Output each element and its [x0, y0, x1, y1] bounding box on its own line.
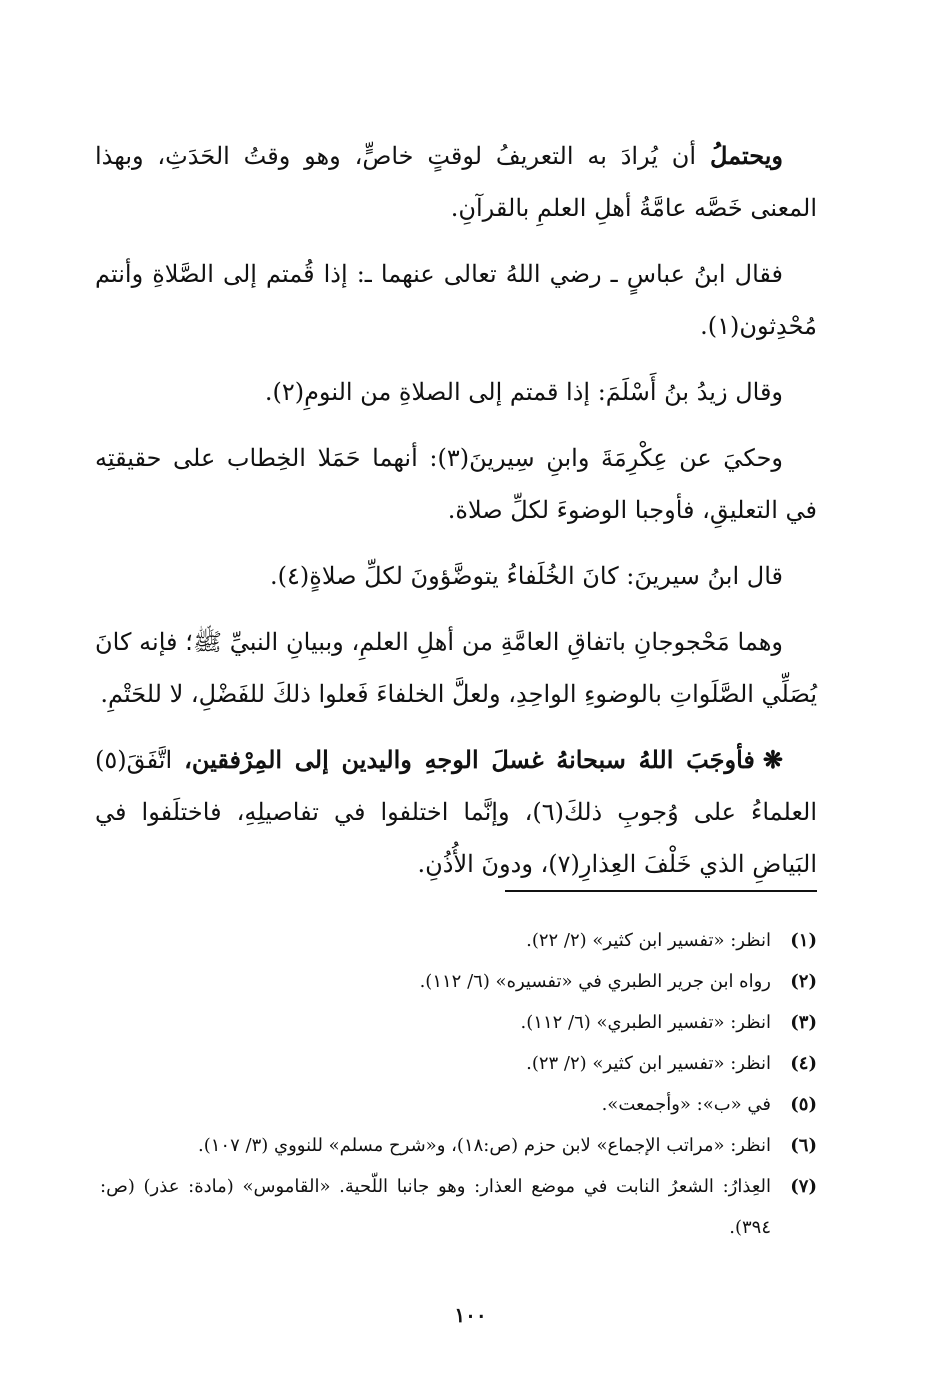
footnote-text: في «ب»: «وأجمعت». [601, 1094, 771, 1115]
footnote-text: انظر: «تفسير الطبري» (٦/ ١١٢). [520, 1012, 771, 1033]
paragraph-5 [95, 550, 817, 602]
footnote-6 [100, 1125, 817, 1166]
footnote-number: (٥) [790, 1094, 817, 1115]
footnote-number: (٣) [790, 1012, 817, 1033]
footnote-1 [100, 920, 817, 961]
paragraph-5-text: قال ابنُ سيرينَ: كانَ الخُلَفاءُ يتوضَّؤونَ لكلِّ صلاةٍ(٤). [270, 562, 783, 590]
paragraph-2-text: فقال ابنُ عباسٍ ـ رضي اللهُ تعالى عنهما ـ: إذا قُمتم إلى الصَّلاةِ وأنتم مُحْدِثون(١). [95, 260, 817, 340]
footnote-number: (٧) [790, 1176, 817, 1197]
footnote-number: (٤) [790, 1053, 817, 1074]
footnote-5 [100, 1084, 817, 1125]
footnote-separator [505, 890, 817, 892]
footnotes [100, 920, 817, 1248]
paragraph-4 [95, 432, 817, 536]
paragraph-1-text: أن يُرادَ به التعريفُ لوقتٍ خاصٍّ، وهو وقتُ الحَدَثِ، وبهذا المعنى خَصَّه عامَّةُ أهلِ العلمِ بالقرآنِ. [95, 142, 817, 222]
footnote-2 [100, 961, 817, 1002]
footnote-text: انظر: «مراتب الإجماع» لابن حزم (ص:١٨)، و«شرح مسلم» للنووي (٣/ ١٠٧). [198, 1135, 771, 1156]
footnote-number: (١) [790, 930, 817, 951]
paragraph-6 [95, 616, 817, 720]
page-number: ١٠٠ [454, 1303, 487, 1327]
paragraph-3-text: وقال زيدُ بنُ أَسْلَمَ: إذا قمتم إلى الصلاةِ من النومِ(٢). [264, 378, 783, 406]
paragraph-1 [95, 130, 817, 234]
footnote-3 [100, 1002, 817, 1043]
paragraph-7-text: اتَّفَقَ(٥) العلماءُ على وُجوبِ ذلكَ(٦)، وإنَّما اختلفوا في تفاصيلِهِ، فاختلَفوا في البَياضِ الذي خَلْفَ العِذارِ(٧)، ودونَ الأُذُنِ. [95, 746, 818, 878]
paragraph-4-text: وحكيَ عن عِكْرِمَةَ وابنِ سِيرينَ(٣): أنهما حَمَلا الخِطاب على حقيقتِه في التعليقِ، فأوجبا الوضوءَ لكلِّ صلاة. [95, 444, 817, 524]
ornament-star-icon: ❋ [762, 745, 784, 774]
paragraph-2 [95, 248, 817, 352]
footnote-7 [100, 1166, 817, 1248]
paragraph-7-lead: فأوجَبَ اللهُ سبحانهُ غسلَ الوجهِ واليدين إلى المِرْفقين، [184, 745, 755, 774]
footnote-4 [100, 1043, 817, 1084]
footnote-text: رواه ابن جرير الطبري في «تفسيره» (٦/ ١١٢). [419, 971, 771, 992]
footnote-text: العِذارُ: الشعرُ النابت في موضع العذار: وهو جانبا اللّحية. «القاموس» (مادة: عذر) (ص: ٣٩٤). [100, 1176, 771, 1238]
footnote-number: (٦) [790, 1135, 817, 1156]
main-text [95, 130, 817, 904]
paragraph-1-lead: ويحتملُ [709, 141, 783, 170]
paragraph-6-text: وهما مَحْجوجانِ باتفاقِ العامَّةِ من أهلِ العلمِ، وببيانِ النبيِّ ﷺ؛ فإنه كانَ يُصَلِّي الصَّلَواتِ بالوضوءِ الواحِدِ، ولعلَّ الخلفاءَ فَعلوا ذلكَ للفَضْلِ، لا للحَتْمِ. [95, 628, 817, 708]
footnote-number: (٢) [790, 971, 817, 992]
paragraph-7 [95, 734, 817, 890]
footnote-text: انظر: «تفسير ابن كثير» (٢/ ٢٢). [526, 930, 771, 951]
footnote-text: انظر: «تفسير ابن كثير» (٢/ ٢٣). [526, 1053, 771, 1074]
paragraph-3 [95, 366, 817, 418]
